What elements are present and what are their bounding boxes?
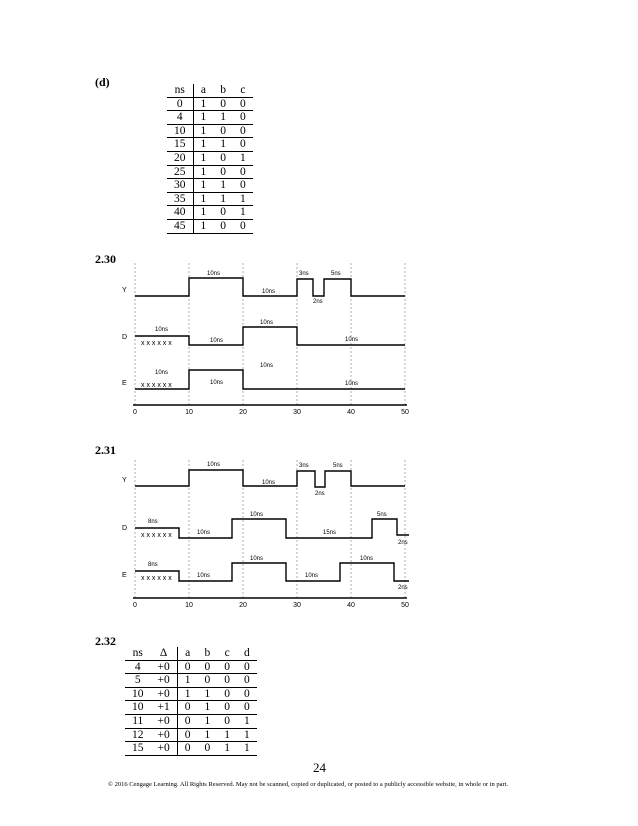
cell: 0 <box>237 701 257 715</box>
table-row <box>167 179 253 193</box>
table-row <box>125 701 257 715</box>
table-row <box>125 660 257 674</box>
cell: 0 <box>213 219 233 233</box>
duration-note: 5ns <box>377 512 387 518</box>
table-row <box>167 97 253 111</box>
signal-label: D <box>122 525 128 532</box>
duration-note: 5ns <box>333 463 343 469</box>
cell: 1 <box>193 206 213 220</box>
unknown-marks: x x x x x x <box>141 532 172 539</box>
cell: +0 <box>151 728 178 742</box>
axis-tick: 10 <box>185 409 193 416</box>
cell: 1 <box>193 192 213 206</box>
duration-note: 10ns <box>197 530 211 536</box>
axis-tick: 0 <box>133 602 137 609</box>
cell: 1 <box>193 151 213 165</box>
page-number: 24 <box>313 760 326 775</box>
cell: 1 <box>213 111 233 125</box>
cell: 40 <box>167 206 193 220</box>
cell: 1 <box>193 165 213 179</box>
copyright-footer: © 2016 Cengage Learning. All Rights Reserved. May not be scanned, copied or duplicated, or posted to a publicly accessible website, in whole or in part. <box>108 781 509 788</box>
table-row <box>167 111 253 125</box>
cell: 0 <box>177 660 197 674</box>
cell: 4 <box>167 111 193 125</box>
header-b: b <box>198 647 218 660</box>
signal-label: Y <box>122 477 127 484</box>
header-a: a <box>177 647 197 660</box>
axis-tick: 20 <box>239 602 247 609</box>
cell: 1 <box>198 728 218 742</box>
header-delta: Δ <box>151 647 178 660</box>
duration-note: 10ns <box>345 337 359 343</box>
cell: 0 <box>198 674 218 688</box>
cell: 0 <box>217 674 237 688</box>
figure-230-label: 2.30 <box>95 252 116 266</box>
signal-label: E <box>122 572 127 579</box>
header-d: d <box>237 647 257 660</box>
cell: 0 <box>213 97 233 111</box>
table-row <box>167 206 253 220</box>
cell: 1 <box>237 714 257 728</box>
cell: 12 <box>125 728 151 742</box>
cell: 1 <box>233 151 253 165</box>
unknown-marks: x x x x x x <box>141 340 172 347</box>
duration-note: 10ns <box>250 556 264 562</box>
cell: 0 <box>198 660 218 674</box>
duration-note: 10ns <box>260 363 274 369</box>
cell: 0 <box>213 206 233 220</box>
timing-diagram-230 <box>118 258 418 418</box>
cell: +1 <box>151 701 178 715</box>
cell: 0 <box>217 701 237 715</box>
header-c: c <box>233 84 253 97</box>
cell: 0 <box>213 165 233 179</box>
cell: 0 <box>233 97 253 111</box>
header-b: b <box>213 84 233 97</box>
duration-note: 3ns <box>299 271 309 277</box>
table-row <box>125 714 257 728</box>
cell: 0 <box>177 742 197 756</box>
duration-note: 10ns <box>210 380 224 386</box>
cell: 4 <box>125 660 151 674</box>
axis-tick: 30 <box>293 602 301 609</box>
cell: 1 <box>177 687 197 701</box>
cell: 30 <box>167 179 193 193</box>
cell: 1 <box>193 124 213 138</box>
cell: 1 <box>237 728 257 742</box>
table-row <box>125 674 257 688</box>
table-232 <box>125 647 257 756</box>
cell: 0 <box>233 165 253 179</box>
cell: 1 <box>198 714 218 728</box>
duration-note: 15ns <box>323 530 337 536</box>
duration-note: 10ns <box>197 573 211 579</box>
cell: 35 <box>167 192 193 206</box>
cell: 1 <box>237 742 257 756</box>
cell: 0 <box>217 687 237 701</box>
section-d-label: (d) <box>95 75 110 89</box>
cell: 0 <box>233 138 253 152</box>
cell: 1 <box>193 219 213 233</box>
cell: 1 <box>177 674 197 688</box>
duration-note: 10ns <box>207 462 221 468</box>
cell: 0 <box>233 111 253 125</box>
cell: 0 <box>233 179 253 193</box>
duration-note: 10ns <box>262 289 276 295</box>
duration-note: 10ns <box>360 556 374 562</box>
duration-note: 10ns <box>250 512 264 518</box>
cell: +0 <box>151 674 178 688</box>
cell: 0 <box>233 124 253 138</box>
table-row <box>167 151 253 165</box>
unknown-marks: x x x x x x <box>141 575 172 582</box>
header-ns: ns <box>167 84 193 97</box>
signal-label: Y <box>122 287 127 294</box>
unknown-marks: x x x x x x <box>141 382 172 389</box>
header-a: a <box>193 84 213 97</box>
table-row <box>167 165 253 179</box>
axis-tick: 0 <box>133 409 137 416</box>
duration-note: 10ns <box>155 327 169 333</box>
duration-note: 5ns <box>331 271 341 277</box>
axis-tick: 40 <box>347 409 355 416</box>
cell: 0 <box>233 219 253 233</box>
cell: +0 <box>151 687 178 701</box>
cell: 0 <box>177 701 197 715</box>
axis-tick: 50 <box>401 409 409 416</box>
table-row <box>167 192 253 206</box>
header-ns: ns <box>125 647 151 660</box>
duration-note: 8ns <box>148 562 158 568</box>
duration-note: 3ns <box>299 463 309 469</box>
duration-note: 2ns <box>398 585 408 591</box>
figure-231-label: 2.31 <box>95 443 116 457</box>
duration-note: 2ns <box>313 299 323 305</box>
cell: 0 <box>237 674 257 688</box>
cell: +0 <box>151 742 178 756</box>
cell: 0 <box>213 151 233 165</box>
table-row <box>125 742 257 756</box>
duration-note: 10ns <box>260 320 274 326</box>
cell: 15 <box>167 138 193 152</box>
cell: 1 <box>198 687 218 701</box>
duration-note: 2ns <box>315 491 325 497</box>
cell: 0 <box>217 660 237 674</box>
cell: 20 <box>167 151 193 165</box>
cell: 45 <box>167 219 193 233</box>
duration-note: 10ns <box>345 381 359 387</box>
cell: +0 <box>151 660 178 674</box>
section-232-label: 2.32 <box>95 634 116 648</box>
cell: 0 <box>213 124 233 138</box>
cell: 25 <box>167 165 193 179</box>
table-row <box>167 124 253 138</box>
cell: 10 <box>125 687 151 701</box>
cell: 1 <box>213 192 233 206</box>
table-row <box>167 219 253 233</box>
duration-note: 10ns <box>262 480 276 486</box>
cell: 15 <box>125 742 151 756</box>
cell: 10 <box>125 701 151 715</box>
duration-note: 10ns <box>210 338 224 344</box>
cell: 0 <box>177 728 197 742</box>
cell: 1 <box>213 138 233 152</box>
table-row <box>167 138 253 152</box>
header-c: c <box>217 647 237 660</box>
axis-tick: 20 <box>239 409 247 416</box>
cell: 1 <box>217 728 237 742</box>
cell: 1 <box>233 192 253 206</box>
table-row <box>125 728 257 742</box>
duration-note: 2ns <box>398 540 408 546</box>
cell: 1 <box>213 179 233 193</box>
cell: 1 <box>217 742 237 756</box>
table-d <box>167 84 253 234</box>
cell: 5 <box>125 674 151 688</box>
cell: 1 <box>233 206 253 220</box>
axis-tick: 40 <box>347 602 355 609</box>
duration-note: 8ns <box>148 519 158 525</box>
cell: 1 <box>193 97 213 111</box>
signal-label: E <box>122 380 127 387</box>
axis-tick: 30 <box>293 409 301 416</box>
cell: 0 <box>217 714 237 728</box>
cell: 0 <box>177 714 197 728</box>
cell: 1 <box>198 701 218 715</box>
duration-note: 10ns <box>305 573 319 579</box>
cell: 1 <box>193 111 213 125</box>
cell: 1 <box>193 179 213 193</box>
cell: 0 <box>198 742 218 756</box>
cell: 0 <box>237 687 257 701</box>
table-row <box>125 687 257 701</box>
cell: 0 <box>237 660 257 674</box>
timing-diagram-231 <box>118 455 418 615</box>
axis-tick: 50 <box>401 602 409 609</box>
signal-label: D <box>122 334 128 341</box>
axis-tick: 10 <box>185 602 193 609</box>
cell: 0 <box>167 97 193 111</box>
cell: +0 <box>151 714 178 728</box>
cell: 1 <box>193 138 213 152</box>
cell: 10 <box>167 124 193 138</box>
duration-note: 10ns <box>155 370 169 376</box>
cell: 11 <box>125 714 151 728</box>
duration-note: 10ns <box>207 271 221 277</box>
